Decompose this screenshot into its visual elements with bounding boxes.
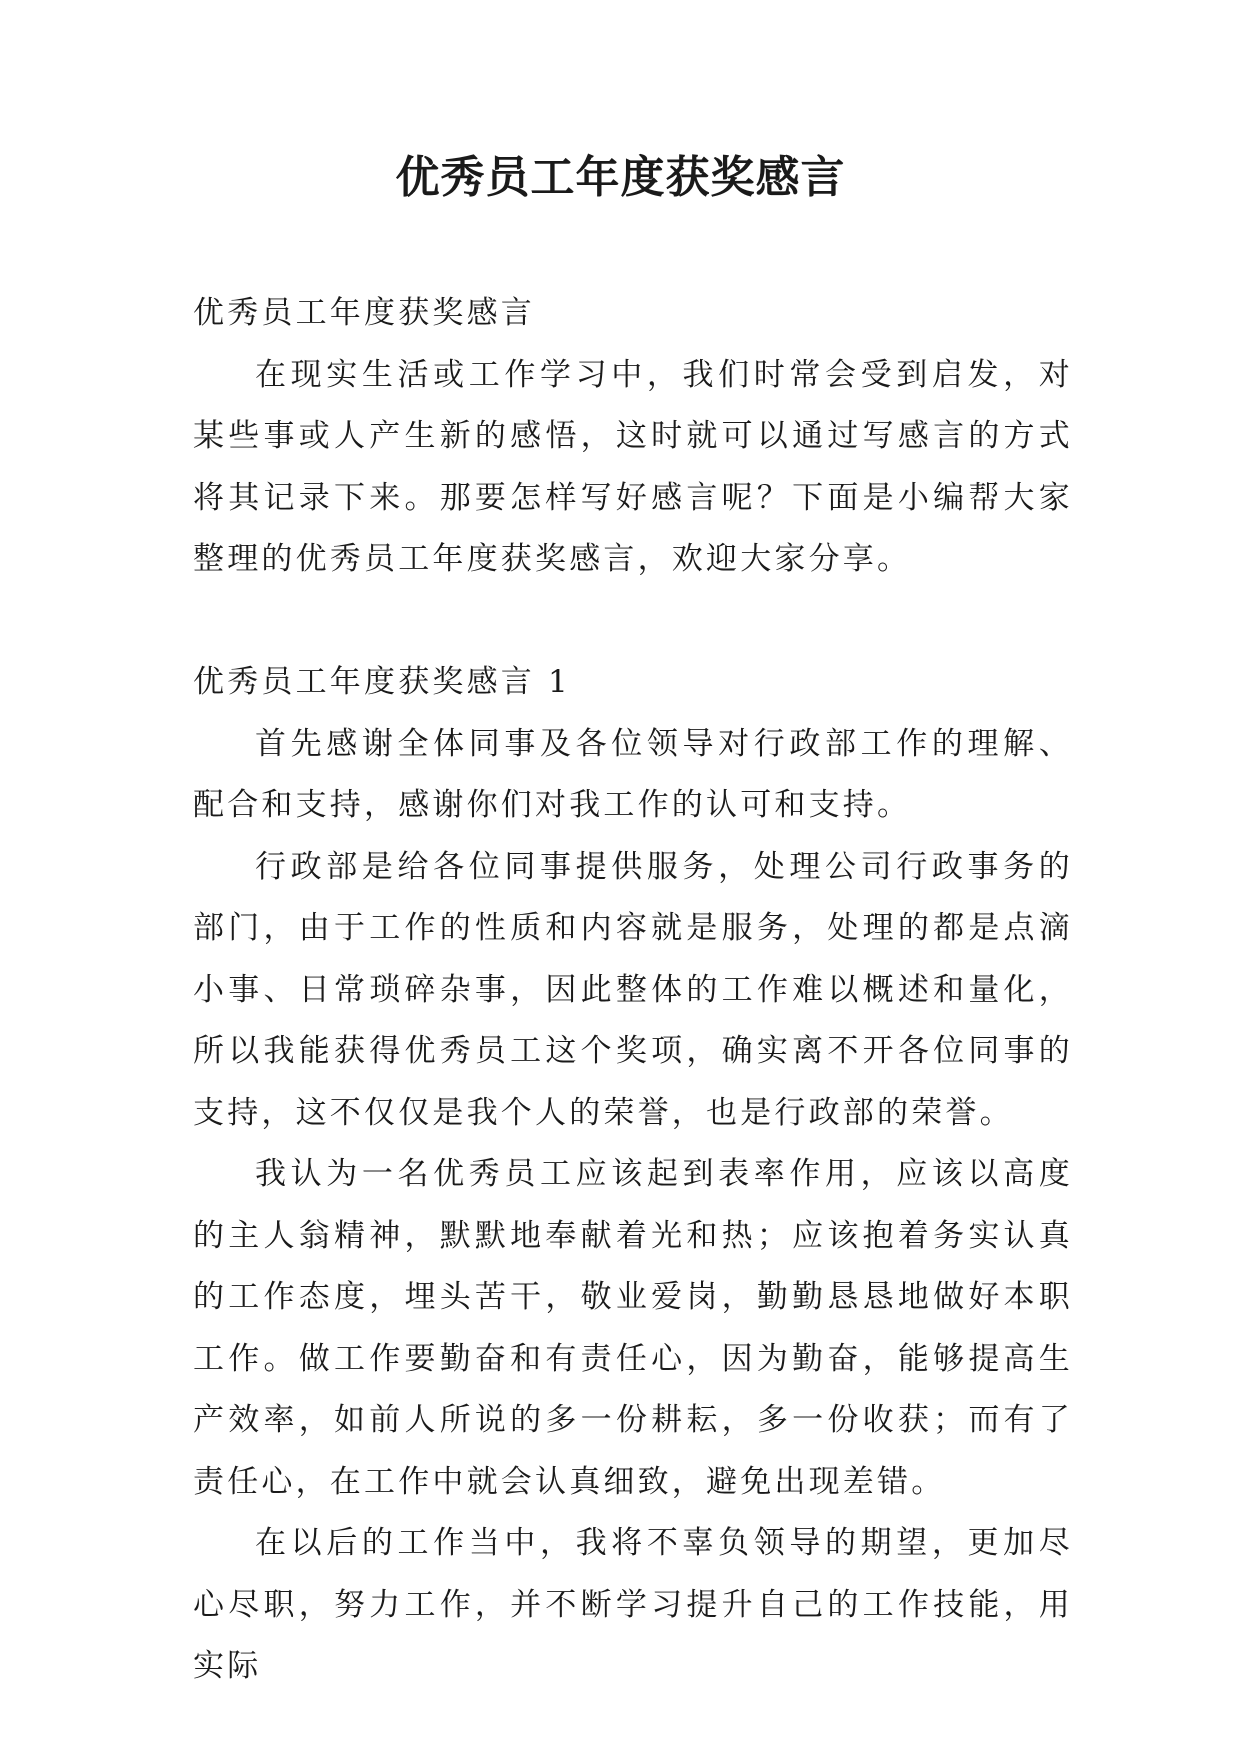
document-title: 优秀员工年度获奖感言 bbox=[395, 152, 846, 203]
section-1-heading: 优秀员工年度获奖感言 1 bbox=[193, 664, 571, 700]
document-body bbox=[193, 283, 1073, 1698]
section-spacer bbox=[193, 591, 1073, 653]
section-1-paragraph-4: 在以后的工作当中，我将不辜负领导的期望，更加尽心尽职，努力工作，并不断学习提升自己的工作技能，用实际 bbox=[193, 1525, 1073, 1684]
section-1-paragraph-1: 首先感谢全体同事及各位领导对行政部工作的理解、配合和支持，感谢你们对我工作的认可和支持。 bbox=[193, 725, 1073, 823]
intro-paragraph: 在现实生活或工作学习中，我们时常会受到启发，对某些事或人产生新的感悟，这时就可以通过写感言的方式将其记录下来。那要怎样写好感言呢？下面是小编帮大家整理的优秀员工年度获奖感言，欢迎大家分享。 bbox=[193, 356, 1073, 577]
section-1-paragraph-3: 我认为一名优秀员工应该起到表率作用，应该以高度的主人翁精神，默默地奉献着光和热；应该抱着务实认真的工作态度，埋头苦干，敬业爱岗，勤勤恳恳地做好本职工作。做工作要勤奋和有责任心，因为勤奋，能够提高生产效率，如前人所说的多一份耕耘，多一份收获；而有了责任心，在工作中就会认真细致，避免出现差错。 bbox=[193, 1156, 1073, 1500]
intro-heading: 优秀员工年度获奖感言 bbox=[193, 295, 535, 331]
section-1-paragraph-2: 行政部是给各位同事提供服务，处理公司行政事务的部门，由于工作的性质和内容就是服务，处理的都是点滴小事、日常琐碎杂事，因此整体的工作难以概述和量化，所以我能获得优秀员工这个奖项，确实离不开各位同事的支持，这不仅仅是我个人的荣誉，也是行政部的荣誉。 bbox=[193, 848, 1073, 1131]
